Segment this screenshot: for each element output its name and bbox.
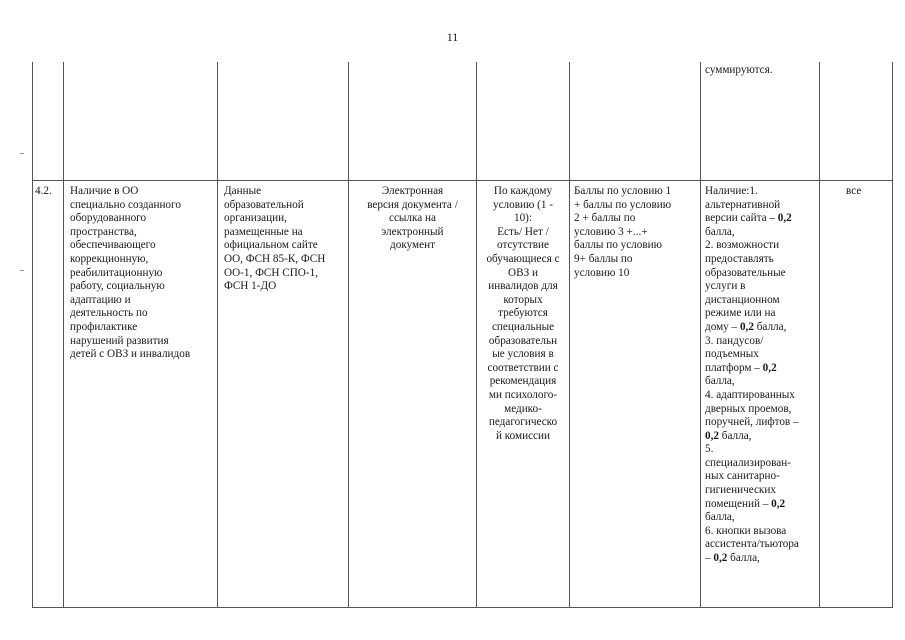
score-value: 0,2 <box>771 497 786 510</box>
applies-to-cell: все <box>846 185 862 197</box>
presence-text: балла, 2. возможности предоставлять образовательные услуги в дистанционном режиме или на дому – <box>705 225 786 333</box>
source-cell: Данные образовательной организации, размещенные на официальном сайте ОО, ФСН 85-К, ФСН ОО-1, ФСН СПО-1, ФСН 1-ДО <box>224 185 326 293</box>
condition-cell: По каждому условию (1 - 10): Есть/ Нет / отсутствие обучающиеся с ОВЗ и инвалидов для которых требуются специальные образовательн ые условия в соответствии с рекомендация ми психолого- медико- педагогическо й комиссии <box>486 185 560 442</box>
score-value: 0,2 <box>762 361 777 374</box>
table-border-left <box>32 62 33 608</box>
column-divider-6 <box>700 62 701 608</box>
column-divider-2 <box>217 62 218 608</box>
document-cell: Электронная версия документа / ссылка на электронный документ <box>367 185 458 252</box>
column-divider-1 <box>63 62 64 608</box>
table-border-right <box>892 62 893 608</box>
continued-cell-text: суммируются. <box>705 64 773 76</box>
column-divider-7 <box>819 62 820 608</box>
indicator-cell: Наличие в ОО специально созданного оборудованного пространства, обеспечивающего коррекционную, реабилитационную работу, социальную адаптацию и деятельность по профилактике нарушений развития детей с ОВЗ и инвалидов <box>70 185 191 361</box>
scoring-cell: Баллы по условию 1 + баллы по условию 2 + баллы по условию 3 +...+ баллы по условию 9+ баллы по условию 10 <box>574 185 672 279</box>
score-value: 0,2 <box>739 320 754 333</box>
row-number: 4.2. <box>35 185 52 197</box>
presence-text: балла, 6. кнопки вызова ассистента/тьютора – <box>705 511 799 565</box>
presence-text: балла, 3. пандусов/ подъемных платформ – <box>705 320 787 374</box>
page-number: 11 <box>446 30 459 44</box>
presence-text: балла, 5. специализирован- ных санитарно- гигиенических помещений – <box>705 429 791 510</box>
table-border-bottom <box>32 607 893 608</box>
score-value: 0,2 <box>705 429 719 442</box>
column-divider-3 <box>348 62 349 608</box>
presence-cell <box>705 185 817 566</box>
row-divider <box>32 180 893 181</box>
column-divider-4 <box>476 62 477 608</box>
presence-text: балла, 4. адаптированных дверных проемов, поручней, лифтов – <box>705 375 799 429</box>
scan-mark <box>20 270 24 271</box>
score-value: 0,2 <box>713 552 728 565</box>
presence-text: Наличие: <box>705 185 750 197</box>
presence-text: балла, <box>727 552 760 565</box>
presence-text: 1. альтернативной версии сайта – <box>705 185 781 225</box>
scan-mark <box>20 153 24 154</box>
score-value: 0,2 <box>777 212 792 225</box>
column-divider-5 <box>569 62 570 608</box>
